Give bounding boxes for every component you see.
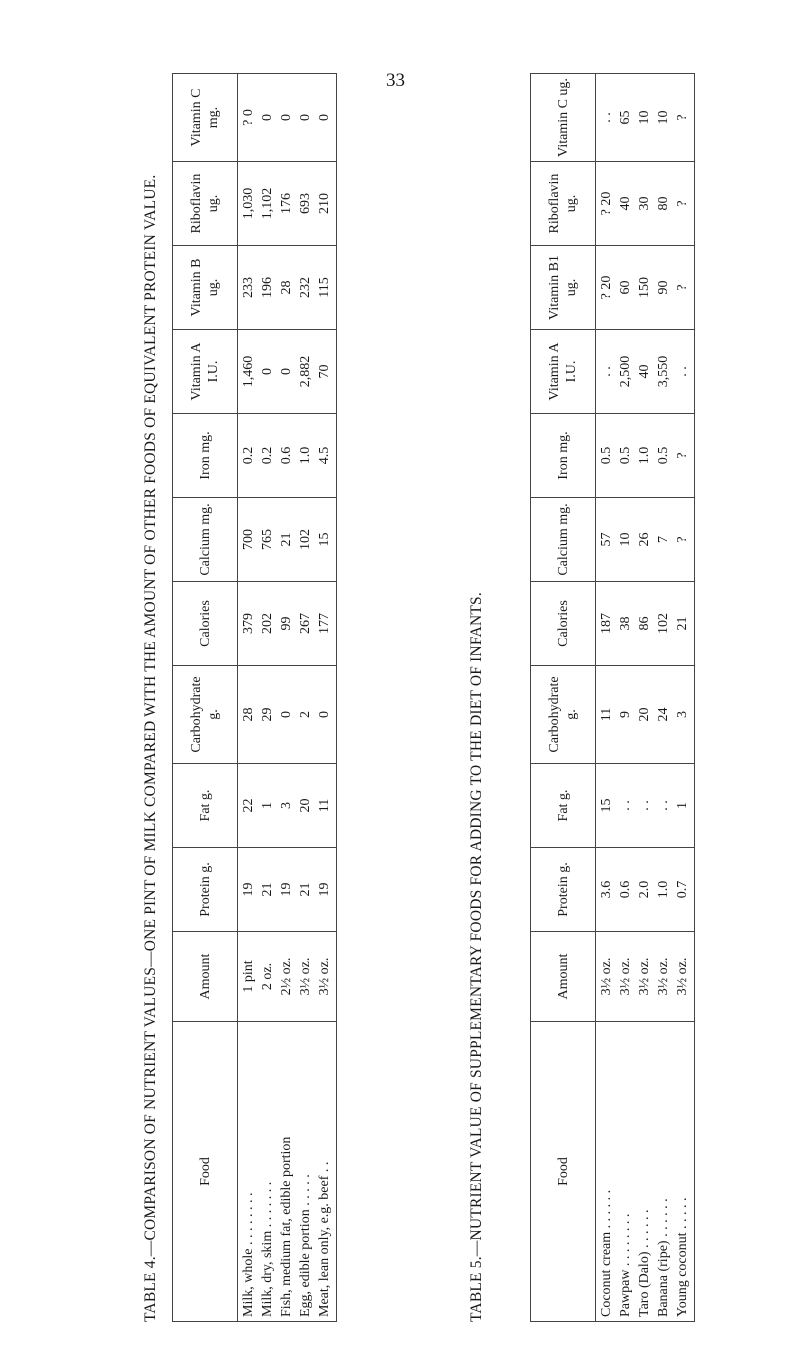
riboflavin-column bbox=[238, 162, 337, 246]
header-food: Food bbox=[173, 1022, 238, 1322]
vitamin-c-cell: 10 bbox=[637, 110, 652, 125]
carbohydrate-column bbox=[238, 666, 337, 764]
vitamin-a-cell: 1,460 bbox=[241, 355, 256, 388]
iron-cell: 0.5 bbox=[599, 446, 614, 465]
fat-cell: 11 bbox=[317, 798, 332, 813]
riboflavin-cell: ? 20 bbox=[599, 191, 614, 216]
vitamin-c-cell: 0 bbox=[260, 114, 275, 121]
calcium-cell: 21 bbox=[279, 532, 294, 547]
iron-cell: ? bbox=[675, 452, 690, 459]
calcium-cell: 765 bbox=[260, 529, 275, 550]
protein-cell: 3.6 bbox=[599, 880, 614, 899]
header-fat: Fat g. bbox=[173, 764, 238, 848]
header-food: Food bbox=[531, 1022, 596, 1322]
calories-cell: 38 bbox=[618, 616, 633, 631]
vitamin-c-cell: ? 0 bbox=[241, 109, 256, 126]
vitamin-c-cell: 0 bbox=[317, 114, 332, 121]
protein-cell: 0.6 bbox=[618, 880, 633, 899]
carbohydrate-cell: 3 bbox=[675, 711, 690, 718]
food-cell: Coconut cream . . . . . . bbox=[599, 1189, 614, 1317]
vitamin-a-cell: 3,550 bbox=[656, 355, 671, 388]
table-4-header-row bbox=[173, 74, 238, 1322]
header-iron: Iron mg. bbox=[173, 414, 238, 498]
table-5-caption-panel bbox=[466, 90, 490, 1322]
header-iron: Iron mg. bbox=[531, 414, 596, 498]
calcium-cell: ? bbox=[675, 536, 690, 543]
vitamin-c-column bbox=[596, 74, 695, 162]
vitamin-b1-column bbox=[596, 246, 695, 330]
vitamin-b-cell: 115 bbox=[317, 277, 332, 298]
header-vitamin-c: Vitamin C ug. bbox=[531, 74, 596, 162]
amount-cell: 3½ oz. bbox=[317, 957, 332, 996]
table-4-body-row bbox=[238, 74, 337, 1322]
iron-cell: 0.2 bbox=[260, 446, 275, 465]
calories-cell: 21 bbox=[675, 616, 690, 631]
calories-column bbox=[596, 582, 695, 666]
table-5-body-row bbox=[596, 74, 695, 1322]
riboflavin-cell: 1,102 bbox=[260, 187, 275, 220]
fat-cell: 15 bbox=[599, 798, 614, 813]
vitamin-c-cell: . . bbox=[599, 112, 614, 123]
carbohydrate-cell: 24 bbox=[656, 707, 671, 722]
iron-cell: 0.2 bbox=[241, 446, 256, 465]
calcium-cell: 10 bbox=[618, 532, 633, 547]
calories-cell: 379 bbox=[241, 613, 256, 634]
header-calories: Calories bbox=[173, 582, 238, 666]
protein-column bbox=[596, 848, 695, 932]
fat-cell: . . bbox=[656, 800, 671, 811]
carbohydrate-cell: 0 bbox=[279, 711, 294, 718]
vitamin-b-cell: 28 bbox=[279, 280, 294, 295]
header-vitamin-b: Vitamin B ug. bbox=[173, 246, 238, 330]
vitamin-b-cell: 196 bbox=[260, 277, 275, 298]
food-column bbox=[596, 1022, 695, 1322]
header-carbohydrate: Carbohydrate g. bbox=[531, 666, 596, 764]
riboflavin-cell: 40 bbox=[618, 196, 633, 211]
page-number: 33 bbox=[386, 70, 405, 91]
food-cell: Banana (ripe) . . . . . . bbox=[656, 1198, 671, 1317]
calories-cell: 187 bbox=[599, 613, 614, 634]
protein-cell: 21 bbox=[260, 882, 275, 897]
iron-cell: 1.0 bbox=[298, 446, 313, 465]
riboflavin-cell: 30 bbox=[637, 196, 652, 211]
vitamin-a-cell: 2,500 bbox=[618, 355, 633, 388]
fat-cell: . . bbox=[618, 800, 633, 811]
calories-cell: 99 bbox=[279, 616, 294, 631]
protein-column bbox=[238, 848, 337, 932]
vitamin-a-cell: 70 bbox=[317, 364, 332, 379]
header-vitamin-b1: Vitamin B1 ug. bbox=[531, 246, 596, 330]
vitamin-b-cell: 233 bbox=[241, 277, 256, 298]
amount-cell: 3½ oz. bbox=[599, 957, 614, 996]
header-calories: Calories bbox=[531, 582, 596, 666]
calcium-cell: 15 bbox=[317, 532, 332, 547]
vitamin-a-cell: . . bbox=[675, 366, 690, 377]
header-vitamin-c: Vitamin C mg. bbox=[173, 74, 238, 162]
amount-cell: 3½ oz. bbox=[637, 957, 652, 996]
table-5-caption: TABLE 5.—NUTRIENT VALUE OF SUPPLEMENTARY FOODS FOR ADDING TO THE DIET OF INFANTS. bbox=[468, 592, 485, 1322]
food-cell: Egg, edible portion . . . . . bbox=[298, 1174, 313, 1317]
amount-column bbox=[596, 932, 695, 1022]
header-riboflavin: Riboflavin ug. bbox=[531, 162, 596, 246]
riboflavin-column bbox=[596, 162, 695, 246]
protein-cell: 0.7 bbox=[675, 880, 690, 899]
amount-cell: 2½ oz. bbox=[279, 957, 294, 996]
vitamin-c-cell: 65 bbox=[618, 110, 633, 125]
calcium-cell: 700 bbox=[241, 529, 256, 550]
vitamin-b1-cell: 60 bbox=[618, 280, 633, 295]
table-4 bbox=[172, 73, 337, 1322]
fat-cell: 22 bbox=[241, 798, 256, 813]
iron-cell: 0.5 bbox=[656, 446, 671, 465]
vitamin-b-column bbox=[238, 246, 337, 330]
table-5 bbox=[530, 73, 695, 1322]
iron-cell: 1.0 bbox=[637, 446, 652, 465]
header-calcium: Calcium mg. bbox=[173, 498, 238, 582]
header-riboflavin: Riboflavin ug. bbox=[173, 162, 238, 246]
vitamin-c-cell: 0 bbox=[298, 114, 313, 121]
protein-cell: 2.0 bbox=[637, 880, 652, 899]
riboflavin-cell: 1,030 bbox=[241, 187, 256, 220]
calories-cell: 86 bbox=[637, 616, 652, 631]
carbohydrate-column bbox=[596, 666, 695, 764]
calories-cell: 102 bbox=[656, 613, 671, 634]
riboflavin-cell: ? bbox=[675, 200, 690, 207]
protein-cell: 19 bbox=[279, 882, 294, 897]
carbohydrate-cell: 9 bbox=[618, 711, 633, 718]
riboflavin-cell: 210 bbox=[317, 193, 332, 214]
table-5-panel bbox=[520, 78, 690, 1322]
food-cell: Young coconut . . . . . bbox=[675, 1197, 690, 1317]
food-cell: Taro (Dalo) . . . . . . bbox=[637, 1209, 652, 1317]
calories-column bbox=[238, 582, 337, 666]
vitamin-a-cell: 0 bbox=[279, 368, 294, 375]
carbohydrate-cell: 11 bbox=[599, 707, 614, 722]
vitamin-b1-cell: 90 bbox=[656, 280, 671, 295]
amount-cell: 2 oz. bbox=[260, 962, 275, 991]
header-vitamin-a: Vitamin A I.U. bbox=[173, 330, 238, 414]
vitamin-a-cell: . . bbox=[599, 366, 614, 377]
header-fat: Fat g. bbox=[531, 764, 596, 848]
vitamin-a-cell: 40 bbox=[637, 364, 652, 379]
vitamin-b1-cell: ? 20 bbox=[599, 275, 614, 300]
carbohydrate-cell: 0 bbox=[317, 711, 332, 718]
header-protein: Protein g. bbox=[173, 848, 238, 932]
table-4-caption: TABLE 4.—COMPARISON OF NUTRIENT VALUES—ONE PINT OF MILK COMPARED WITH THE AMOUNT OF OTHER FOODS OF EQUIVALENT PROTEIN VALUE. bbox=[142, 174, 159, 1322]
iron-cell: 0.6 bbox=[279, 446, 294, 465]
calcium-column bbox=[596, 498, 695, 582]
calories-cell: 202 bbox=[260, 613, 275, 634]
fat-cell: 1 bbox=[260, 802, 275, 809]
fat-column bbox=[596, 764, 695, 848]
carbohydrate-cell: 29 bbox=[260, 707, 275, 722]
calcium-column bbox=[238, 498, 337, 582]
iron-column bbox=[596, 414, 695, 498]
header-amount: Amount bbox=[173, 932, 238, 1022]
vitamin-a-column bbox=[238, 330, 337, 414]
vitamin-a-column bbox=[596, 330, 695, 414]
fat-cell: 1 bbox=[675, 802, 690, 809]
food-cell: Milk, whole . . . . . . . . bbox=[241, 1192, 256, 1317]
vitamin-c-column bbox=[238, 74, 337, 162]
fat-cell: . . bbox=[637, 800, 652, 811]
riboflavin-cell: 80 bbox=[656, 196, 671, 211]
food-cell: Pawpaw . . . . . . . . bbox=[618, 1213, 633, 1317]
protein-cell: 19 bbox=[241, 882, 256, 897]
calcium-cell: 102 bbox=[298, 529, 313, 550]
protein-cell: 1.0 bbox=[656, 880, 671, 899]
food-cell: Milk, dry, skim . . . . . . . bbox=[260, 1181, 275, 1317]
vitamin-a-cell: 0 bbox=[260, 368, 275, 375]
amount-column bbox=[238, 932, 337, 1022]
food-cell: Fish, medium fat, edible portion bbox=[279, 1136, 294, 1317]
table-4-panel bbox=[140, 88, 332, 1322]
fat-column bbox=[238, 764, 337, 848]
calcium-cell: 57 bbox=[599, 532, 614, 547]
calcium-cell: 7 bbox=[656, 536, 671, 543]
calcium-cell: 26 bbox=[637, 532, 652, 547]
carbohydrate-cell: 2 bbox=[298, 711, 313, 718]
header-protein: Protein g. bbox=[531, 848, 596, 932]
iron-column bbox=[238, 414, 337, 498]
amount-cell: 1 pint bbox=[241, 960, 256, 993]
food-cell: Meat, lean only, e.g. beef . . bbox=[317, 1161, 332, 1317]
vitamin-a-cell: 2,882 bbox=[298, 355, 313, 388]
riboflavin-cell: 176 bbox=[279, 193, 294, 214]
calories-cell: 177 bbox=[317, 613, 332, 634]
vitamin-c-cell: ? bbox=[675, 114, 690, 121]
protein-cell: 19 bbox=[317, 882, 332, 897]
table-5-header-row bbox=[531, 74, 596, 1322]
amount-cell: 3½ oz. bbox=[656, 957, 671, 996]
amount-cell: 3½ oz. bbox=[298, 957, 313, 996]
protein-cell: 21 bbox=[298, 882, 313, 897]
calories-cell: 267 bbox=[298, 613, 313, 634]
vitamin-b1-cell: 150 bbox=[637, 277, 652, 298]
header-calcium: Calcium mg. bbox=[531, 498, 596, 582]
carbohydrate-cell: 28 bbox=[241, 707, 256, 722]
amount-cell: 3½ oz. bbox=[618, 957, 633, 996]
iron-cell: 0.5 bbox=[618, 446, 633, 465]
vitamin-b1-cell: ? bbox=[675, 284, 690, 291]
vitamin-c-cell: 0 bbox=[279, 114, 294, 121]
fat-cell: 3 bbox=[279, 802, 294, 809]
vitamin-c-cell: 10 bbox=[656, 110, 671, 125]
vitamin-b-cell: 232 bbox=[298, 277, 313, 298]
header-carbohydrate: Carbohydrate g. bbox=[173, 666, 238, 764]
header-vitamin-a: Vitamin A I.U. bbox=[531, 330, 596, 414]
amount-cell: 3½ oz. bbox=[675, 957, 690, 996]
iron-cell: 4.5 bbox=[317, 446, 332, 465]
riboflavin-cell: 693 bbox=[298, 193, 313, 214]
carbohydrate-cell: 20 bbox=[637, 707, 652, 722]
header-amount: Amount bbox=[531, 932, 596, 1022]
food-column bbox=[238, 1022, 337, 1322]
fat-cell: 20 bbox=[298, 798, 313, 813]
